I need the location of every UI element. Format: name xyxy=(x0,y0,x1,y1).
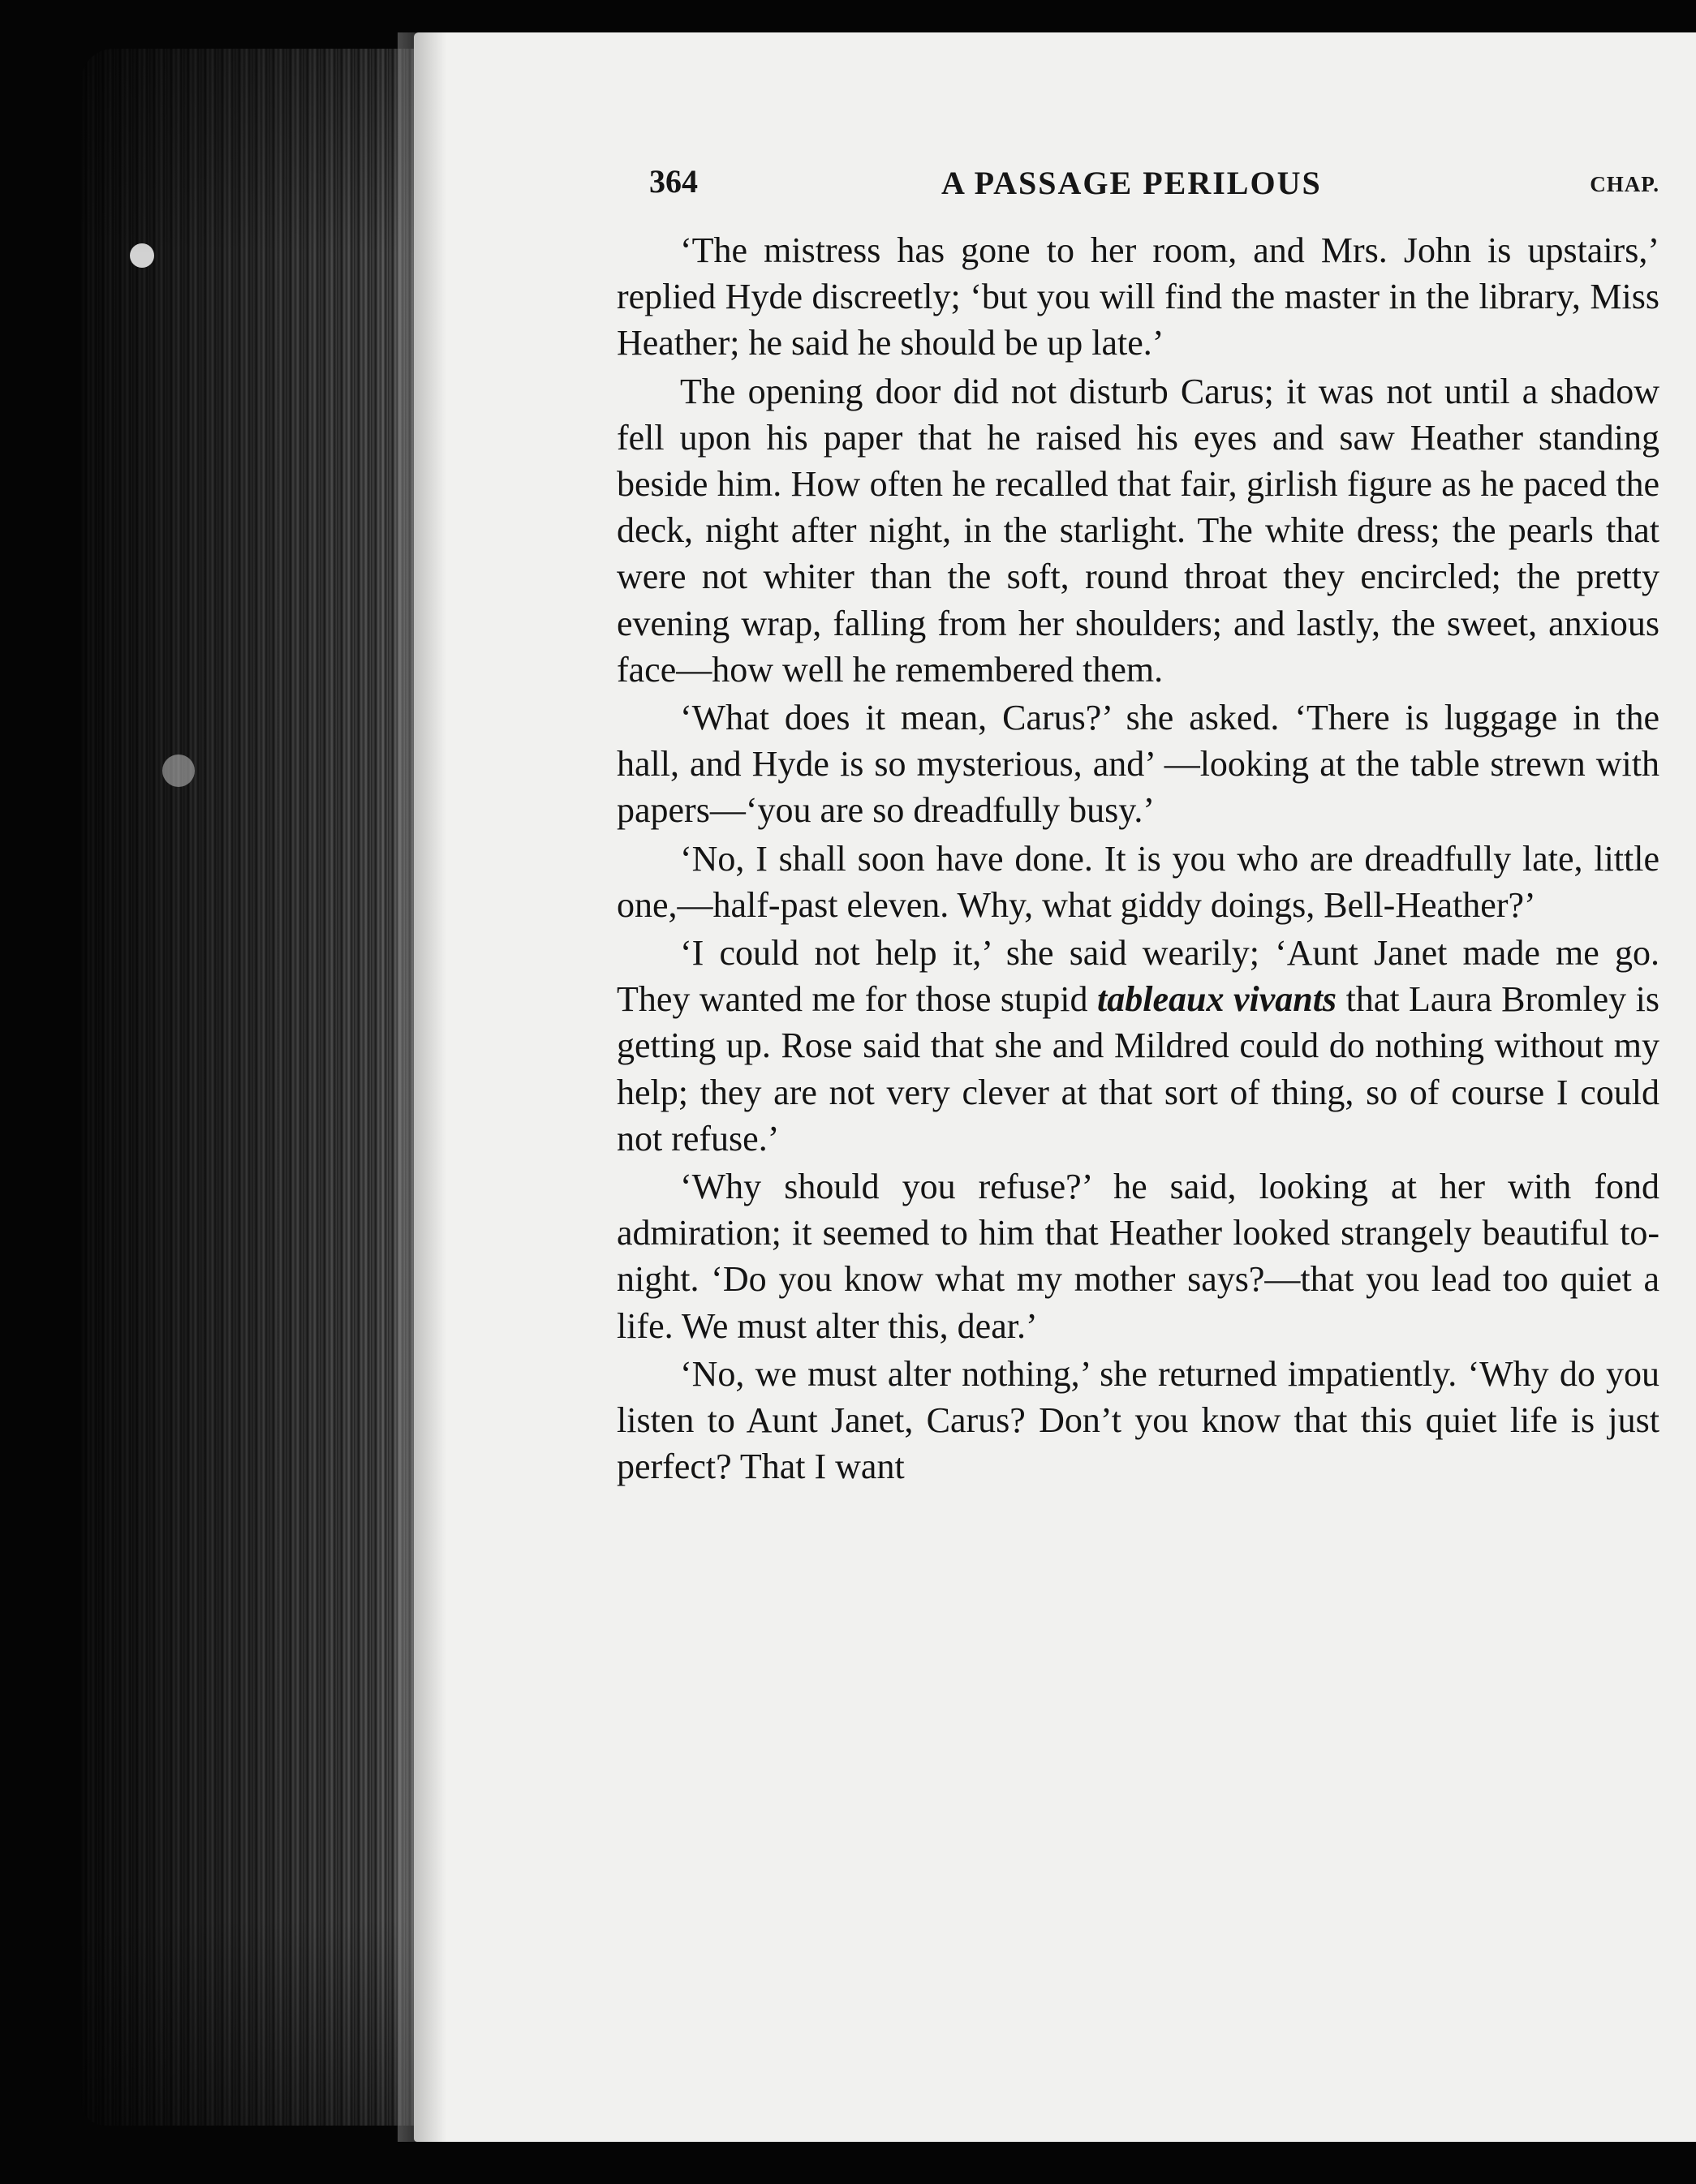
paragraph xyxy=(617,694,1659,834)
paragraph xyxy=(617,368,1659,693)
paragraph xyxy=(617,836,1659,928)
text-segment: ‘What does it mean, Carus?’ she asked. ‘There is luggage in the hall, and Hyde is so mysterious, and’ —looking at the table strewn with papers—‘you are so dreadfully busy.’ xyxy=(617,698,1659,831)
paragraph xyxy=(617,227,1659,367)
text-segment: that Laura Bromley is getting up. Rose said that she and Mildred could do nothing without my help; they are not very clever at that sort of thing, so of course I could not refuse.’ xyxy=(617,979,1659,1159)
running-head xyxy=(649,162,1659,211)
text-segment: ‘No, I shall soon have done. It is you who are dreadfully late, little one,—half-past eleven. Why, what giddy doings, Bell-Heather?’ xyxy=(617,838,1659,925)
scan-speck xyxy=(130,243,154,268)
text-segment: ‘No, we must alter nothing,’ she returned impatiently. ‘Why do you listen to Aunt Janet, Carus? Don’t you know that this quiet life is just perfect? That I want xyxy=(617,1353,1659,1487)
text-segment: ‘I could not help it,’ she said wearily; ‘Aunt Janet made me go. They wanted me for those stupid xyxy=(617,933,1659,1020)
running-title: A PASSAGE PERILOUS xyxy=(941,165,1322,201)
italic-phrase: tableaux vivants xyxy=(1097,979,1337,1020)
chapter-marker: CHAP. xyxy=(1590,172,1659,196)
body-text xyxy=(617,227,1659,1490)
text-segment: The opening door did not disturb Carus; it was not until a shadow fell upon his paper that he raised his eyes and saw Heather standing beside him. How often he recalled that fair, girlish figure as he paced the deck, night after night, in the starlight. The white dress; the pearls that were not whiter than the soft, round throat they encircled; the pretty evening wrap, falling from her shoulders; and lastly, the sweet, anxious face—how well he remembered them. xyxy=(617,371,1659,690)
paragraph xyxy=(617,1163,1659,1349)
paragraph xyxy=(617,930,1659,1162)
paragraph xyxy=(617,1351,1659,1490)
text-segment: ‘Why should you refuse?’ he said, looking at her with fond admiration; it seemed to him that Heather looked strangely beautiful to-night. ‘Do you know what my mother says?—that you lead too quiet a life. We must alter this, dear.’ xyxy=(617,1167,1659,1346)
text-segment: ‘The mistress has gone to her room, and Mrs. John is upstairs,’ replied Hyde discreetly; ‘but you will find the master in the library, Miss Heather; he said he should be up late.’ xyxy=(617,230,1659,363)
scan-speck xyxy=(162,755,195,787)
book-fore-edge xyxy=(81,49,422,2126)
page-number: 364 xyxy=(649,163,698,200)
